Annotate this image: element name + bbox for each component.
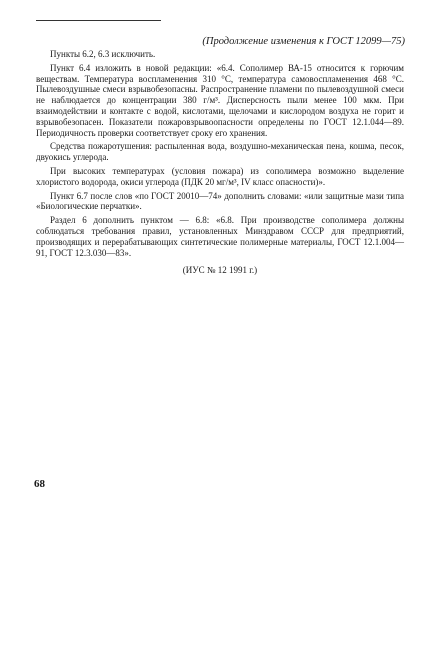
paragraph: Пункты 6.2, 6.3 исключить. xyxy=(50,49,156,59)
ius-reference: (ИУС № 12 1991 г.) xyxy=(182,265,258,276)
paragraph: Пункт 6.7 после слов «по ГОСТ 20010—74» дополнить словами: «или защитные мази типа «Биологические перчатки». xyxy=(36,190,404,212)
paragraph: Средства пожаротушения: распыленная вода, воздушно-механическая пена, кошма, песок, двуокись углерода. xyxy=(36,141,404,163)
paragraph: При высоких температурах (условия пожара) из сополимера возможно выделение хлористого водорода, окиси углерода (ПДК 20 мг/м³, IV класс опасности)». xyxy=(36,165,404,187)
page-number: 68 xyxy=(34,478,45,490)
top-rule xyxy=(36,20,161,21)
document-body xyxy=(36,49,404,276)
continuation-header: (Продолжение изменения к ГОСТ 12099—75) xyxy=(202,36,405,47)
paragraph: Пункт 6.4 изложить в новой редакции: «6.4. Сополимер ВА-15 относится к горючим веществам. Температура воспламенения 310 °С, температура самовоспламенения 468 °С. Пылевоздушные смеси взрывобезопасны. Распространение пламени по пылевоздушной смеси не наблюдается до концентрации 380 г/м³. Дисперсность пыли менее 100 мкм. При взаимодействии и контакте с водой, кислотами, щелочами и кислородом воздуха не горит и взрывобезопасен. Показатели пожаровзрывоопасности определены по ГОСТ 12.1.044—89. Периодичность проверки соответствует сроку его хранения. xyxy=(36,62,404,138)
paragraph: Раздел 6 дополнить пунктом — 6.8: «6.8. При производстве сополимера должны соблюдаться требования правил, установленных Минздравом СССР для предприятий, производящих и перерабатывающих синтетические полимерные материалы, ГОСТ 12.1.004—91, ГОСТ 12.3.030—83». xyxy=(36,215,404,258)
